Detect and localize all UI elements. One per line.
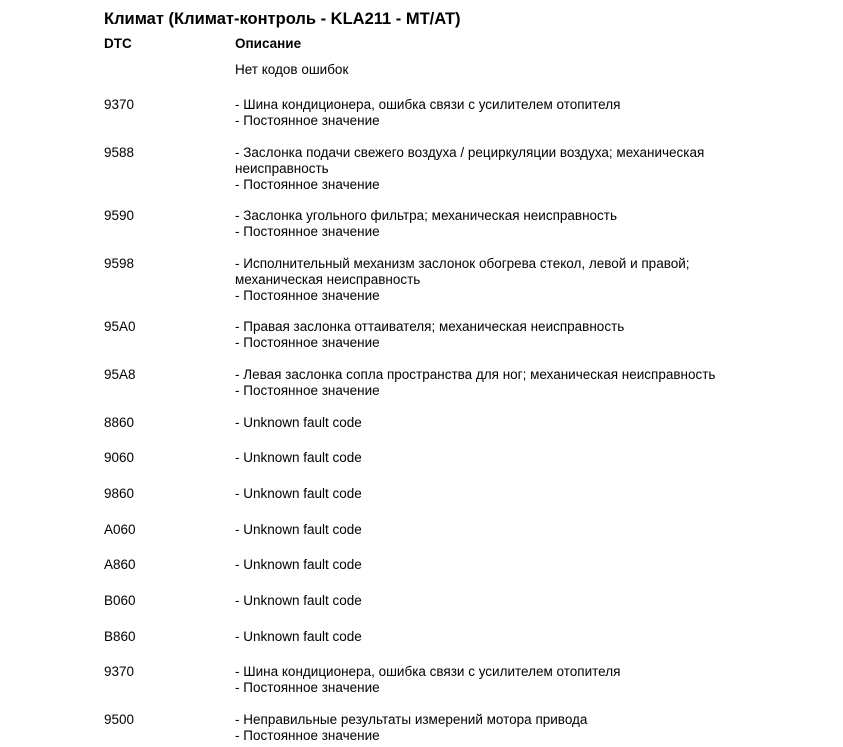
column-header-description: Описание: [235, 36, 302, 51]
dtc-description: [235, 450, 755, 466]
dtc-description-line: - Неправильные результаты измерений мотора привода: [235, 712, 588, 727]
dtc-description-line: - Исполнительный механизм заслонок обогрева стекол, левой и правой;: [235, 256, 690, 271]
dtc-code: 9500: [104, 712, 135, 727]
dtc-description-line: - Шина кондиционера, ошибка связи с усилителем отопителя: [235, 664, 621, 679]
dtc-code: B060: [104, 593, 136, 608]
dtc-description: [235, 367, 755, 399]
dtc-description-line: - Unknown fault code: [235, 450, 362, 465]
dtc-description: [235, 415, 755, 431]
dtc-description-line: - Заслонка подачи свежего воздуха / рециркуляции воздуха; механическая: [235, 145, 705, 160]
dtc-description-line: механическая неисправность: [235, 272, 421, 287]
dtc-description-line: - Unknown fault code: [235, 522, 362, 537]
dtc-code: 9590: [104, 208, 135, 223]
dtc-description: [235, 593, 755, 609]
dtc-description: [235, 145, 755, 193]
dtc-description-line: - Unknown fault code: [235, 629, 362, 644]
dtc-code: 9860: [104, 486, 135, 501]
dtc-code: 8860: [104, 415, 135, 430]
dtc-description-line: - Постоянное значение: [235, 335, 380, 350]
no-codes-text: Нет кодов ошибок: [235, 62, 349, 77]
page-title: Климат (Климат-контроль - KLA211 - MT/AT): [104, 10, 461, 28]
dtc-description-line: - Постоянное значение: [235, 288, 380, 303]
dtc-description: [235, 319, 755, 351]
dtc-code: 9370: [104, 664, 135, 679]
dtc-description: [235, 522, 755, 538]
dtc-code: 9588: [104, 145, 135, 160]
dtc-description: [235, 97, 755, 129]
dtc-description-line: - Постоянное значение: [235, 383, 380, 398]
dtc-code: A860: [104, 557, 136, 572]
dtc-description-line: - Постоянное значение: [235, 113, 380, 128]
dtc-description-line: - Постоянное значение: [235, 728, 380, 743]
dtc-code: B860: [104, 629, 136, 644]
dtc-description-line: - Постоянное значение: [235, 680, 380, 695]
dtc-description: [235, 208, 755, 240]
dtc-description: [235, 712, 755, 744]
column-header-dtc: DTC: [104, 36, 132, 51]
dtc-code: 9370: [104, 97, 135, 112]
dtc-description-line: - Постоянное значение: [235, 224, 380, 239]
dtc-description-line: - Шина кондиционера, ошибка связи с усилителем отопителя: [235, 97, 621, 112]
dtc-description: [235, 664, 755, 696]
dtc-description-line: - Постоянное значение: [235, 177, 380, 192]
dtc-description-line: - Правая заслонка оттаивателя; механическая неисправность: [235, 319, 625, 334]
dtc-code: 9060: [104, 450, 135, 465]
dtc-code: A060: [104, 522, 136, 537]
dtc-description: [235, 256, 755, 304]
dtc-description-line: неисправность: [235, 161, 329, 176]
dtc-description: [235, 629, 755, 645]
dtc-description-line: - Левая заслонка сопла пространства для ног; механическая неисправность: [235, 367, 716, 382]
dtc-code: 95A8: [104, 367, 136, 382]
dtc-description-line: - Unknown fault code: [235, 415, 362, 430]
dtc-description-line: - Unknown fault code: [235, 593, 362, 608]
dtc-description-line: - Unknown fault code: [235, 486, 362, 501]
dtc-description-line: - Unknown fault code: [235, 557, 362, 572]
dtc-code: 95A0: [104, 319, 136, 334]
dtc-code: 9598: [104, 256, 135, 271]
dtc-description: [235, 557, 755, 573]
dtc-description: [235, 486, 755, 502]
dtc-description-line: - Заслонка угольного фильтра; механическая неисправность: [235, 208, 618, 223]
